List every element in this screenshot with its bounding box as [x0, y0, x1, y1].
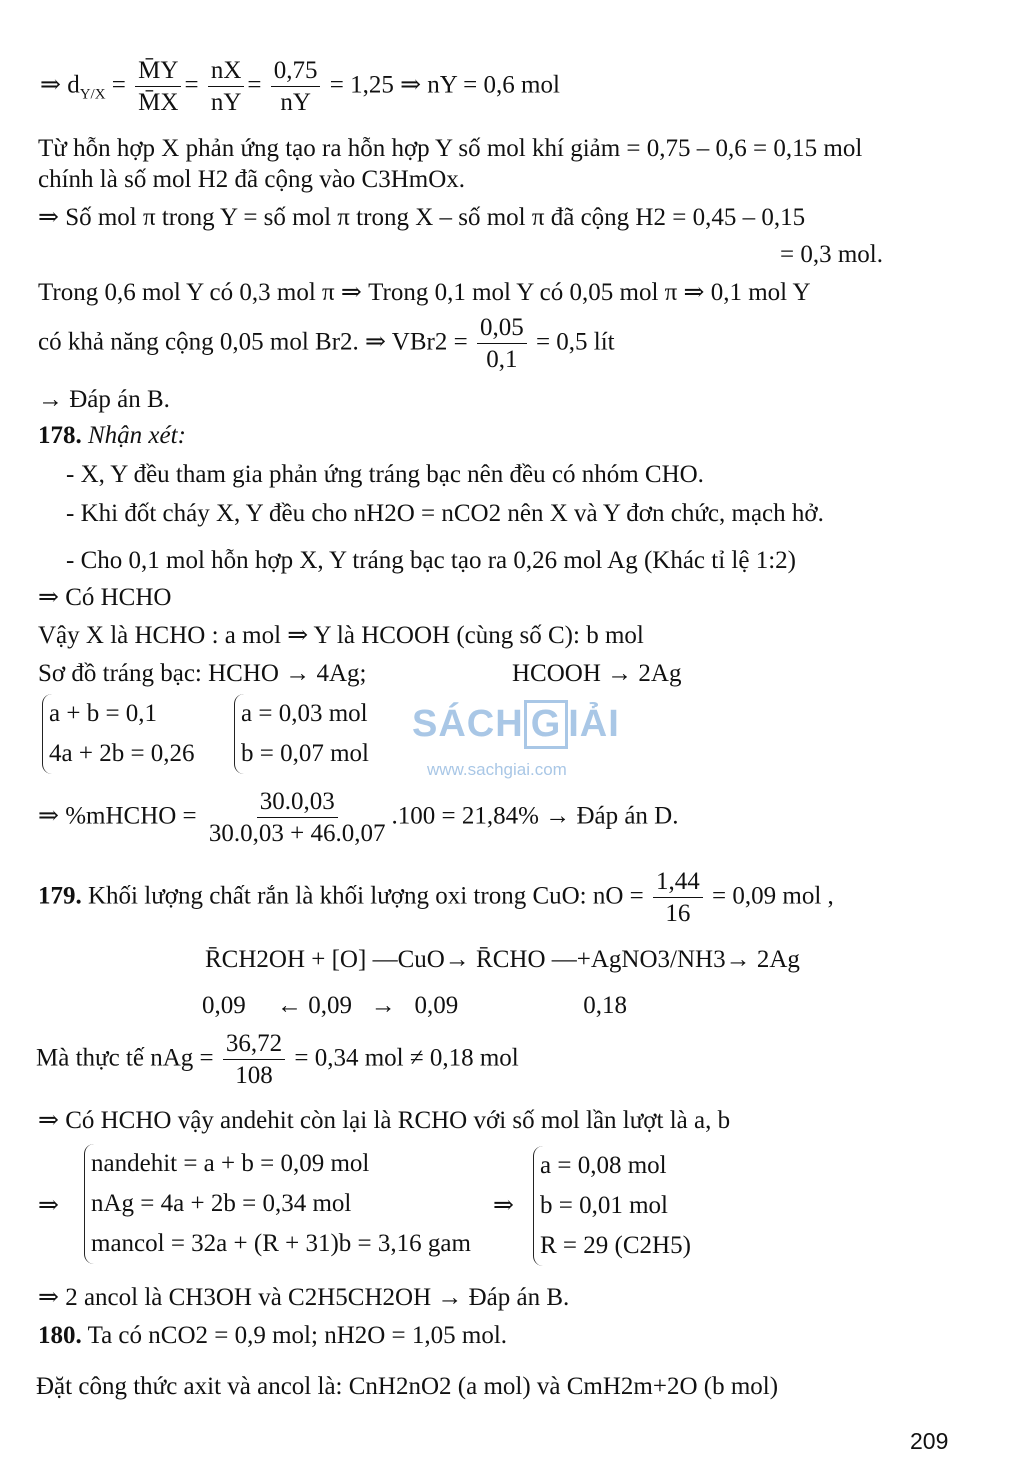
text-segment: có khả năng cộng 0,05 mol Br2. ⇒ VBr2 =	[38, 328, 468, 356]
system-row: b = 0,01 mol	[540, 1192, 668, 1219]
system-2	[234, 694, 369, 774]
problem-number: 179.	[38, 882, 82, 910]
frac-num: 0,05	[477, 312, 527, 344]
system-4	[533, 1146, 691, 1266]
reaction-moles: 0,09 ← 0,09 → 0,09 0,18	[202, 992, 627, 1019]
text-segment: = 0,09 mol ,	[712, 882, 834, 910]
system-row: nAg = 4a + 2b = 0,34 mol	[91, 1190, 352, 1217]
text-segment: .100 = 21,84% → Đáp án D.	[391, 802, 679, 830]
text-segment: Ta có nCO2 = 0,9 mol; nH2O = 1,05 mol.	[87, 1322, 508, 1349]
line-15b: HCOOH → 2Ag	[512, 660, 682, 687]
system-row: R = 29 (C2H5)	[540, 1232, 691, 1259]
implies-arrow-2: ⇒	[493, 1192, 514, 1219]
system-row: a = 0,03 mol	[241, 700, 368, 727]
line-15a: Sơ đồ tráng bạc: HCHO → 4Ag;	[38, 660, 367, 687]
frac-num: M̄Y	[135, 55, 181, 87]
problem-heading: Nhận xét:	[88, 422, 186, 449]
frac-den: 108	[235, 1062, 273, 1090]
line-7	[38, 312, 615, 376]
watermark-text: IẢI	[568, 703, 620, 745]
line-14: Vậy X là HCHO : a mol ⇒ Y là HCOOH (cùng số C): b mol	[38, 622, 644, 649]
line-19: ⇒ Có HCHO vậy andehit còn lại là RCHO với số mol lần lượt là a, b	[38, 1107, 731, 1134]
frac-num: 30.0,03	[257, 786, 338, 818]
frac-num: nX	[208, 55, 245, 87]
text-segment: Khối lượng chất rắn là khối lượng oxi trong CuO: nO =	[88, 882, 644, 910]
frac-den: 30.0,03 + 46.0,07	[208, 820, 386, 848]
fraction-oxygen	[653, 866, 703, 930]
line-4: ⇒ Số mol π trong Y = số mol π trong X – số mol π đã cộng H2 = 0,45 – 0,15	[38, 204, 806, 231]
line-10: - X, Y đều tham gia phản ứng tráng bạc nên đều có nhóm CHO.	[66, 461, 704, 488]
watermark-url: www.sachgiai.com	[427, 760, 567, 779]
problem-number: 180.	[38, 1322, 82, 1349]
line-17	[38, 866, 834, 930]
line-21	[38, 1322, 507, 1351]
line-20: ⇒ 2 ancol là CH3OH và C2H5CH2OH → Đáp án B.	[38, 1284, 570, 1311]
brace-system	[533, 1146, 691, 1266]
system-row: mancol = 32a + (R + 31)b = 3,16 gam	[91, 1230, 471, 1257]
frac-num: 36,72	[223, 1028, 285, 1060]
frac-den: nY	[210, 89, 242, 117]
answer-177: → Đáp án B.	[38, 386, 170, 413]
frac-den: M̄X	[138, 89, 179, 117]
text-segment: = 0,5 lít	[535, 328, 615, 356]
watermark-box-letter: G	[524, 700, 569, 749]
text-segment: Mà thực tế nAg =	[36, 1044, 214, 1072]
fraction-value	[271, 55, 321, 119]
eq-prefix: ⇒ d	[40, 71, 80, 99]
system-row: 4a + 2b = 0,26	[49, 740, 195, 767]
reaction-line: R̄CH2OH + [O] ―CuO→ R̄CHO ―+AgNO3/NH3→ 2Ag	[205, 946, 800, 973]
line-3: chính là số mol H2 đã cộng vào C3HmOx.	[38, 166, 466, 193]
system-row: nandehit = a + b = 0,09 mol	[91, 1150, 370, 1177]
line-12: - Cho 0,1 mol hỗn hợp X, Y tráng bạc tạo ra 0,26 mol Ag (Khác tỉ lệ 1:2)	[66, 547, 796, 574]
line-2: Từ hỗn hợp X phản ứng tạo ra hỗn hợp Y số mol khí giảm = 0,75 – 0,6 = 0,15 mol	[38, 135, 863, 162]
heading-178	[38, 422, 186, 451]
eq-tail: = 1,25 ⇒ nY = 0,6 mol	[329, 71, 560, 99]
line-22: Đặt công thức axit và ancol là: CnH2nO2 (a mol) và CmH2m+2O (b mol)	[36, 1373, 779, 1400]
watermark-text: SÁCH	[412, 703, 524, 745]
text-segment: ⇒ %mHCHO =	[38, 802, 197, 830]
line-13: ⇒ Có HCHO	[38, 584, 172, 611]
system-3	[84, 1144, 471, 1264]
fraction-ag	[223, 1028, 285, 1092]
system-row: a = 0,08 mol	[540, 1152, 667, 1179]
line-5: = 0,3 mol.	[780, 241, 883, 268]
system-1	[42, 694, 195, 774]
problem-number: 178.	[38, 422, 82, 449]
fraction-molar-mass	[135, 55, 181, 119]
frac-num: 1,44	[653, 866, 703, 898]
ratio-subscript: Y/X	[79, 86, 106, 103]
frac-den: 16	[665, 900, 691, 928]
page-number: 209	[910, 1428, 949, 1454]
watermark-logo	[412, 700, 620, 749]
line-1: ⇒ $d_{Y/X}$ = $\frac{M̄Y}{M̄X}$ = $\frac{nX}{nY}$ = $\frac{0,75}{nY}$ = 1,25 ⇒ nY = 0,6 mol	[40, 55, 560, 119]
line-18	[36, 1028, 519, 1092]
frac-den: nY	[280, 89, 311, 117]
line-11: - Khi đốt cháy X, Y đều cho nH2O = nCO2 nên X và Y đơn chức, mạch hở.	[66, 500, 824, 527]
system-row: b = 0,07 mol	[241, 740, 369, 767]
frac-num: 0,75	[271, 55, 321, 87]
fraction-percent	[206, 786, 389, 850]
line-6: Trong 0,6 mol Y có 0,3 mol π ⇒ Trong 0,1 mol Y có 0,05 mol π ⇒ 0,1 mol Y	[38, 279, 811, 306]
brace-system	[84, 1144, 471, 1264]
brace-system	[234, 694, 369, 774]
implies-arrow-1: ⇒	[38, 1192, 59, 1219]
system-row: a + b = 0,1	[49, 700, 158, 727]
frac-den: 0,1	[486, 346, 518, 374]
fraction-moles	[208, 55, 245, 119]
line-16	[38, 786, 679, 850]
text-segment: = 0,34 mol ≠ 0,18 mol	[294, 1044, 519, 1072]
fraction-br2	[477, 312, 527, 376]
brace-system	[42, 694, 195, 774]
